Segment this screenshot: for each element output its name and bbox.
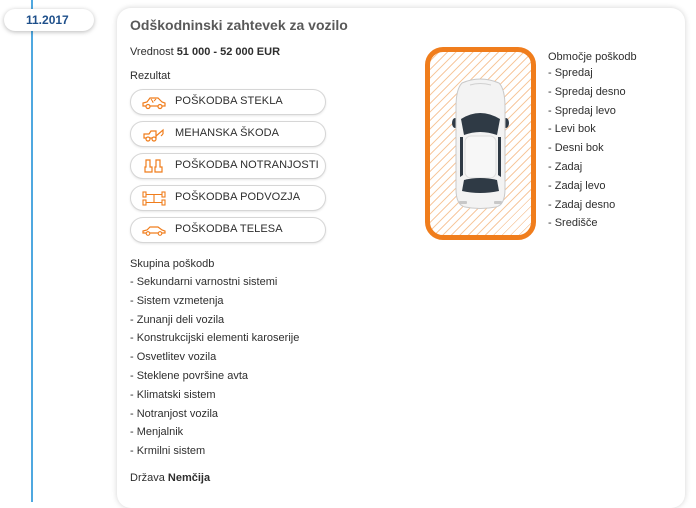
list-item: - Levi bok bbox=[548, 123, 596, 136]
country-value: Nemčija bbox=[167, 472, 211, 484]
result-heading: Rezultat bbox=[130, 70, 171, 82]
list-item: - Sekundarni varnostni sistemi bbox=[130, 276, 278, 288]
result-label: POŠKODBA PODVOZJA bbox=[175, 191, 301, 203]
list-item: - Spredaj levo bbox=[548, 104, 616, 117]
tow-truck-icon bbox=[141, 125, 167, 143]
list-item: - Zadaj bbox=[548, 160, 583, 173]
list-item: - Konstrukcijski elementi karoserije bbox=[130, 332, 300, 345]
damage-area-heading: Območje poškodb bbox=[548, 51, 637, 63]
timeline-date-badge: 11.2017 bbox=[4, 9, 94, 31]
result-interior-damage-button[interactable] bbox=[130, 153, 326, 179]
result-label: POŠKODBA STEKLA bbox=[175, 95, 283, 107]
result-body-damage-button[interactable] bbox=[130, 217, 326, 243]
car-body-icon bbox=[141, 221, 167, 239]
list-item: - Steklene površine avta bbox=[130, 369, 249, 382]
damage-group-heading: Skupina poškodb bbox=[130, 258, 215, 270]
country-label: Država bbox=[130, 472, 165, 484]
list-item: - Spredaj desno bbox=[548, 85, 626, 98]
car-top-view-icon bbox=[452, 77, 509, 209]
list-item: - Menjalnik bbox=[130, 426, 184, 439]
result-mechanical-damage-button[interactable] bbox=[130, 121, 326, 147]
damage-area-list bbox=[548, 64, 626, 233]
car-damage-map bbox=[425, 47, 536, 240]
value-amount: 51 000 - 52 000 EUR bbox=[176, 46, 281, 58]
list-item: - Osvetlitev vozila bbox=[130, 351, 217, 364]
car-seats-icon bbox=[141, 157, 167, 175]
chassis-icon bbox=[141, 189, 167, 207]
claim-card bbox=[117, 8, 685, 508]
country-row bbox=[130, 472, 210, 484]
value-label: Vrednost bbox=[130, 46, 174, 58]
result-label: POŠKODBA TELESA bbox=[175, 223, 283, 235]
list-item: - Središče bbox=[548, 217, 598, 230]
list-item: - Klimatski sistem bbox=[130, 388, 216, 401]
timeline-line bbox=[31, 0, 33, 502]
result-chassis-damage-button[interactable] bbox=[130, 185, 326, 211]
list-item: - Krmilni sistem bbox=[130, 445, 206, 458]
list-item: - Notranjost vozila bbox=[130, 407, 219, 420]
list-item: - Zunanji deli vozila bbox=[130, 313, 225, 326]
value-row bbox=[130, 46, 280, 58]
list-item: - Desni bok bbox=[548, 142, 604, 155]
result-glass-damage-button[interactable] bbox=[130, 89, 326, 115]
damage-group-list bbox=[130, 273, 299, 461]
result-label: MEHANSKA ŠKODA bbox=[175, 127, 280, 139]
car-glass-icon bbox=[141, 93, 167, 111]
list-item: - Spredaj bbox=[548, 67, 593, 79]
list-item: - Zadaj desno bbox=[548, 198, 616, 211]
result-label: POŠKODBA NOTRANJOSTI bbox=[175, 159, 319, 171]
list-item: - Zadaj levo bbox=[548, 179, 606, 192]
list-item: - Sistem vzmetenja bbox=[130, 294, 224, 307]
claim-title: Odškodninski zahtevek za vozilo bbox=[130, 17, 348, 33]
